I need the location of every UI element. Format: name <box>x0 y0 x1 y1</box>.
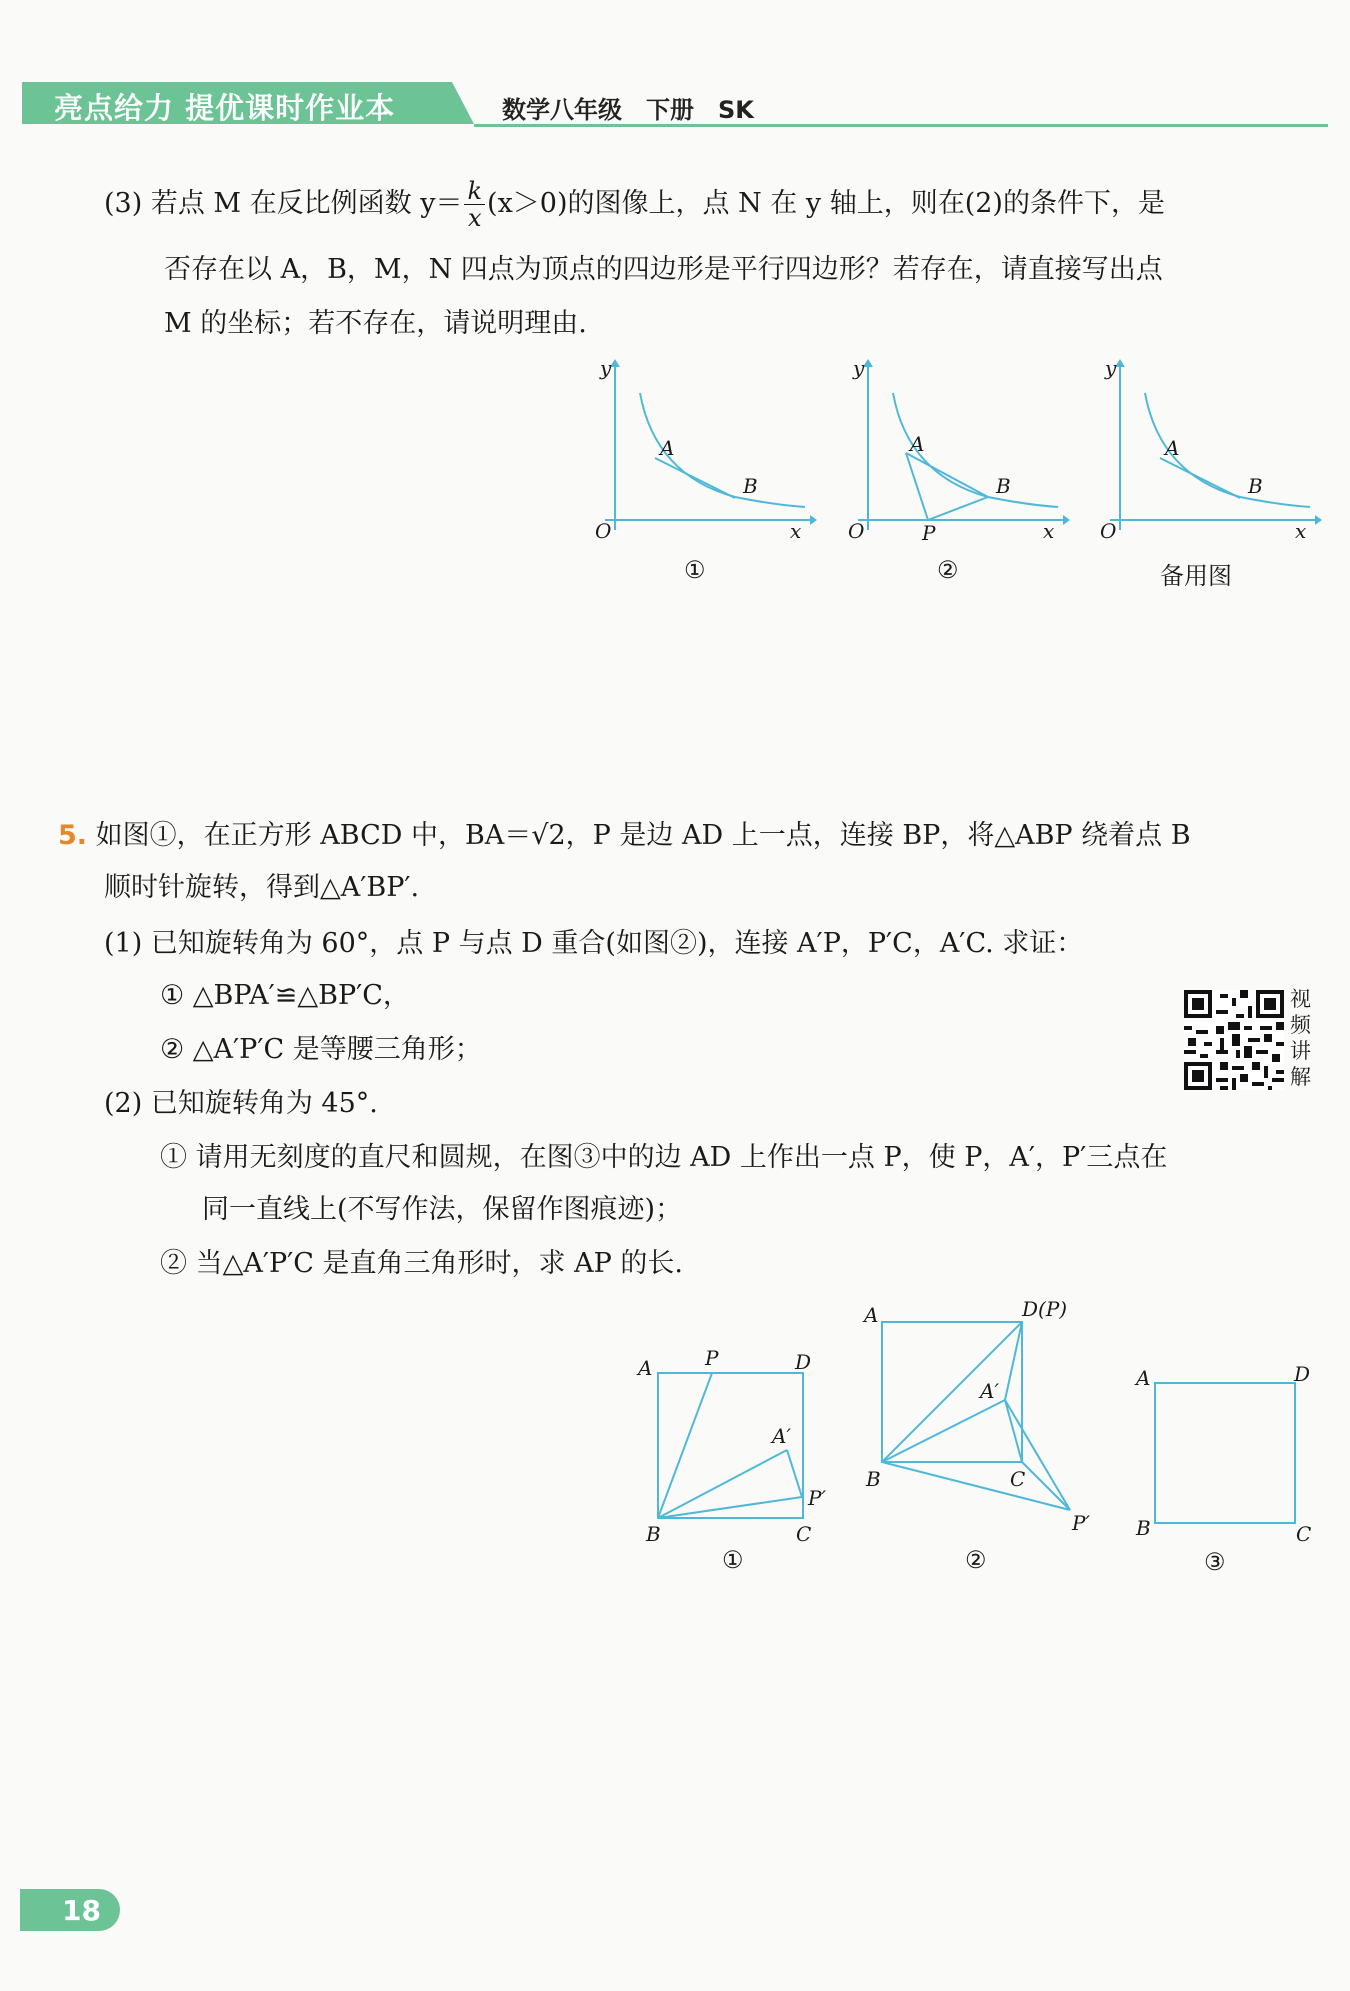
q5-figure-3 <box>1130 1355 1330 1545</box>
q4-part3-line1 <box>104 178 1165 231</box>
book-subtitle: 数学八年级 下册 SK <box>502 96 754 124</box>
label-d: D <box>795 1350 812 1374</box>
q5-figure-1-caption: ① <box>722 1546 744 1574</box>
label-a: A <box>638 1356 653 1380</box>
q5-part2-item1b: 同一直线上(不写作法，保留作图痕迹)； <box>202 1194 683 1225</box>
label-b: B <box>1136 1516 1151 1540</box>
label-b: B <box>996 474 1011 498</box>
q5-part2-item1a: ① 请用无刻度的直尺和圆规，在图③中的边 AD 上作出一点 P，使 P，A′，P′三点在 <box>160 1142 1168 1173</box>
label-a: A <box>864 1303 879 1327</box>
label-o: O <box>1100 519 1117 543</box>
q4-figure-spare <box>1090 355 1320 545</box>
label-c: C <box>1296 1522 1312 1546</box>
label-p: P <box>922 521 936 545</box>
label-b: B <box>866 1467 881 1491</box>
segment-pa2 <box>1005 1322 1022 1400</box>
q5-part2-item2: ② 当△A′P′C 是直角三角形时，求 AP 的长. <box>160 1248 683 1279</box>
q5-part1: (1) 已知旋转角为 60°，点 P 与点 D 重合(如图②)，连接 A′P，P′C，A′C. 求证： <box>104 928 1084 959</box>
q5-line1-text: 如图①，在正方形 ABCD 中，BA＝√2，P 是边 AD 上一点，连接 BP，将△ABP 绕着点 B <box>95 820 1191 851</box>
label-d: D <box>1294 1362 1311 1386</box>
segment-a2c <box>1005 1400 1022 1462</box>
header-rule <box>474 124 1328 127</box>
qr-code[interactable] <box>1184 990 1284 1090</box>
label-d-p: D(P) <box>1022 1297 1068 1321</box>
label-y: y <box>600 356 612 380</box>
label-b: B <box>743 474 758 498</box>
page-header <box>22 82 1328 128</box>
q4-figure-2 <box>838 355 1068 545</box>
q5-figure-3-caption: ③ <box>1204 1548 1226 1576</box>
q5-line1 <box>58 818 1191 854</box>
label-c: C <box>1010 1467 1026 1491</box>
segment-a2p2 <box>787 1450 802 1497</box>
label-a: A <box>1136 1366 1151 1390</box>
q5-figure-2-caption: ② <box>965 1546 987 1574</box>
label-y: y <box>1105 356 1117 380</box>
book-title: 亮点给力 提优课时作业本 <box>54 91 396 125</box>
fraction-denominator: x <box>467 204 482 232</box>
segment-bp <box>658 1373 712 1518</box>
q5-part2: (2) 已知旋转角为 45°. <box>104 1088 378 1119</box>
label-b: B <box>646 1522 661 1546</box>
page-number-tab <box>20 1889 120 1931</box>
label-a-prime: A′ <box>772 1424 791 1448</box>
q5-part1-item1: ① △BPA′≌△BP′C， <box>160 980 410 1011</box>
label-c: C <box>796 1522 812 1546</box>
q4-part3-text-b: (x＞0)的图像上，点 N 在 y 轴上，则在(2)的条件下，是 <box>487 188 1165 219</box>
label-o: O <box>848 519 865 543</box>
label-o: O <box>595 519 612 543</box>
label-a: A <box>910 432 925 456</box>
label-x: x <box>1043 519 1055 543</box>
label-b: B <box>1248 474 1263 498</box>
q5-figure-2 <box>860 1297 1100 1540</box>
q4-figure-spare-caption: 备用图 <box>1160 562 1232 590</box>
q4-part3-line2: 否存在以 A，B，M，N 四点为顶点的四边形是平行四边形？若存在，请直接写出点 <box>164 254 1163 285</box>
label-p-prime: P′ <box>1072 1511 1090 1535</box>
fraction-k-over-x <box>464 178 485 231</box>
q4-figure-2-caption: ② <box>937 556 959 584</box>
segment-ba2 <box>882 1400 1005 1462</box>
qr-label-video-explanation: 视频讲解 <box>1290 987 1311 1089</box>
q5-figure-1 <box>630 1345 830 1545</box>
segment-bd <box>882 1322 1022 1462</box>
q4-part3-text-a: (3) 若点 M 在反比例函数 y＝ <box>104 188 463 219</box>
label-y: y <box>853 356 865 380</box>
label-a: A <box>660 436 675 460</box>
q5-part1-item2: ② △A′P′C 是等腰三角形； <box>160 1034 482 1065</box>
label-a: A <box>1165 436 1180 460</box>
q4-figure-1 <box>585 355 815 545</box>
fraction-numerator: k <box>464 178 485 205</box>
q5-line2: 顺时针旋转，得到△A′BP′. <box>104 872 420 903</box>
label-a-prime: A′ <box>980 1379 999 1403</box>
segment-a2p2 <box>1005 1400 1070 1510</box>
question-number: 5. <box>58 820 88 851</box>
square-abcd <box>1155 1383 1295 1523</box>
q4-figure-1-caption: ① <box>684 556 706 584</box>
segment-bp2 <box>882 1462 1070 1510</box>
label-p: P <box>705 1346 719 1370</box>
q4-part3-line3: M 的坐标；若不存在，请说明理由. <box>164 308 587 339</box>
label-x: x <box>1295 519 1307 543</box>
segment-ab <box>655 458 735 498</box>
label-x: x <box>790 519 802 543</box>
page-number: 18 <box>62 1894 101 1927</box>
label-p-prime: P′ <box>808 1486 826 1510</box>
